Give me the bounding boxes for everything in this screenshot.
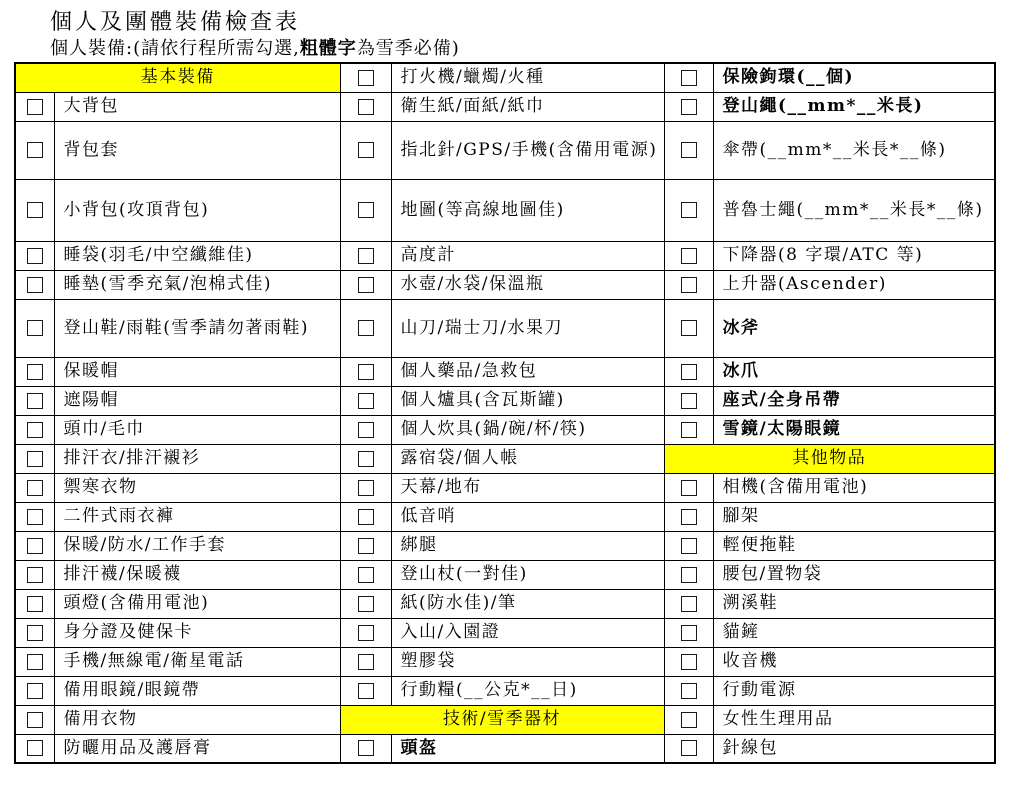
checkbox-cell [340, 121, 391, 179]
item-label: 溯溪鞋 [713, 589, 995, 618]
item-checkbox-icon[interactable] [27, 683, 43, 699]
item-label: 地圖(等高線地圖佳) [391, 179, 664, 241]
item-label: 禦寒衣物 [54, 473, 340, 502]
item-label: 收音機 [713, 647, 995, 676]
item-label: 頭燈(含備用電池) [54, 589, 340, 618]
checkbox-cell [664, 241, 713, 270]
table-row [15, 502, 995, 531]
checkbox-cell [664, 734, 713, 763]
table-row [15, 241, 995, 270]
table-row [15, 676, 995, 705]
checkbox-cell [340, 179, 391, 241]
item-label: 冰爪 [713, 357, 995, 386]
section-header: 基本裝備 [15, 63, 340, 92]
checkbox-cell [15, 502, 54, 531]
checkbox-cell [664, 705, 713, 734]
table-row [15, 589, 995, 618]
item-label: 水壺/水袋/保溫瓶 [391, 270, 664, 299]
equipment-checklist-table [14, 62, 996, 764]
item-label: 行動電源 [713, 676, 995, 705]
item-checkbox-icon[interactable] [27, 142, 43, 158]
item-label: 二件式雨衣褲 [54, 502, 340, 531]
item-checkbox-icon[interactable] [27, 480, 43, 496]
item-checkbox-icon[interactable] [681, 142, 697, 158]
item-checkbox-icon[interactable] [681, 538, 697, 554]
item-label: 女性生理用品 [713, 705, 995, 734]
item-label: 高度計 [391, 241, 664, 270]
checkbox-cell [664, 589, 713, 618]
subtitle [50, 34, 460, 60]
item-label: 塑膠袋 [391, 647, 664, 676]
item-checkbox-icon[interactable] [681, 393, 697, 409]
checkbox-cell [664, 270, 713, 299]
checkbox-cell [664, 357, 713, 386]
item-checkbox-icon[interactable] [358, 202, 374, 218]
item-checkbox-icon[interactable] [358, 142, 374, 158]
item-label: 天幕/地布 [391, 473, 664, 502]
checkbox-cell [340, 734, 391, 763]
item-checkbox-icon[interactable] [681, 70, 697, 86]
checkbox-cell [15, 589, 54, 618]
item-checkbox-icon[interactable] [358, 364, 374, 380]
checkbox-cell [15, 473, 54, 502]
checkbox-cell [664, 415, 713, 444]
item-label: 腳架 [713, 502, 995, 531]
item-label: 行動糧(__公克*__日) [391, 676, 664, 705]
checkbox-cell [15, 705, 54, 734]
item-checkbox-icon[interactable] [27, 99, 43, 115]
item-label: 保暖帽 [54, 357, 340, 386]
item-checkbox-icon[interactable] [358, 248, 374, 264]
checkbox-cell [664, 473, 713, 502]
item-label: 手機/無線電/衛星電話 [54, 647, 340, 676]
checkbox-cell [664, 299, 713, 357]
checkbox-cell [664, 618, 713, 647]
item-checkbox-icon[interactable] [681, 248, 697, 264]
item-label: 傘帶(__mm*__米長*__條) [713, 121, 995, 179]
checkbox-cell [664, 179, 713, 241]
item-checkbox-icon[interactable] [27, 596, 43, 612]
checkbox-cell [15, 270, 54, 299]
item-checkbox-icon[interactable] [27, 422, 43, 438]
item-label: 雪鏡/太陽眼鏡 [713, 415, 995, 444]
checkbox-cell [340, 270, 391, 299]
checkbox-cell [15, 531, 54, 560]
item-label: 背包套 [54, 121, 340, 179]
checkbox-cell [340, 92, 391, 121]
item-checkbox-icon[interactable] [681, 202, 697, 218]
item-checkbox-icon[interactable] [27, 654, 43, 670]
item-label: 身分證及健保卡 [54, 618, 340, 647]
item-label: 指北針/GPS/手機(含備用電源) [391, 121, 664, 179]
item-checkbox-icon[interactable] [681, 480, 697, 496]
item-checkbox-icon[interactable] [27, 248, 43, 264]
item-label: 備用衣物 [54, 705, 340, 734]
item-label: 相機(含備用電池) [713, 473, 995, 502]
item-label: 衛生紙/面紙/紙巾 [391, 92, 664, 121]
item-label: 登山繩(__mm*__米長) [713, 92, 995, 121]
checkbox-cell [15, 734, 54, 763]
page-title: 個人及團體裝備檢查表 [50, 10, 301, 35]
item-checkbox-icon[interactable] [681, 567, 697, 583]
checkbox-cell [664, 647, 713, 676]
table-row [15, 299, 995, 357]
checkbox-cell [340, 473, 391, 502]
item-label: 打火機/蠟燭/火種 [391, 63, 664, 92]
item-checkbox-icon[interactable] [27, 712, 43, 728]
item-label: 遮陽帽 [54, 386, 340, 415]
checkbox-cell [340, 299, 391, 357]
table-row [15, 63, 995, 92]
item-checkbox-icon[interactable] [358, 70, 374, 86]
item-checkbox-icon[interactable] [27, 451, 43, 467]
item-label: 防曬用品及護唇膏 [54, 734, 340, 763]
checkbox-cell [15, 647, 54, 676]
item-checkbox-icon[interactable] [27, 509, 43, 525]
item-label: 貓鏟 [713, 618, 995, 647]
checkbox-cell [15, 618, 54, 647]
item-label: 腰包/置物袋 [713, 560, 995, 589]
table-row [15, 386, 995, 415]
item-checkbox-icon[interactable] [681, 740, 697, 756]
item-checkbox-icon[interactable] [681, 320, 697, 336]
checkbox-cell [15, 676, 54, 705]
item-checkbox-icon[interactable] [27, 393, 43, 409]
checkbox-cell [15, 415, 54, 444]
checkbox-cell [15, 179, 54, 241]
item-checkbox-icon[interactable] [358, 320, 374, 336]
table-row [15, 444, 995, 473]
item-label: 露宿袋/個人帳 [391, 444, 664, 473]
subtitle-prefix: 個人裝備:(請依行程所需勾選, [50, 38, 300, 59]
item-label: 睡袋(羽毛/中空纖維佳) [54, 241, 340, 270]
item-label: 保暖/防水/工作手套 [54, 531, 340, 560]
checkbox-cell [340, 241, 391, 270]
table-row [15, 473, 995, 502]
checkbox-cell [340, 560, 391, 589]
item-checkbox-icon[interactable] [681, 683, 697, 699]
subtitle-suffix: 為雪季必備) [356, 38, 460, 59]
checkbox-cell [340, 444, 391, 473]
checkbox-cell [340, 618, 391, 647]
checkbox-cell [15, 121, 54, 179]
checkbox-cell [664, 92, 713, 121]
item-checkbox-icon[interactable] [681, 596, 697, 612]
item-label: 登山鞋/雨鞋(雪季請勿著雨鞋) [54, 299, 340, 357]
table-row [15, 734, 995, 763]
item-checkbox-icon[interactable] [358, 480, 374, 496]
checkbox-cell [15, 444, 54, 473]
item-label: 低音哨 [391, 502, 664, 531]
item-checkbox-icon[interactable] [681, 625, 697, 641]
item-checkbox-icon[interactable] [27, 625, 43, 641]
section-header: 其他物品 [664, 444, 995, 473]
item-checkbox-icon[interactable] [358, 451, 374, 467]
item-label: 頭盔 [391, 734, 664, 763]
item-label: 輕便拖鞋 [713, 531, 995, 560]
item-label: 針線包 [713, 734, 995, 763]
table-row [15, 179, 995, 241]
item-checkbox-icon[interactable] [358, 596, 374, 612]
checkbox-cell [340, 647, 391, 676]
checkbox-cell [340, 502, 391, 531]
table-row [15, 357, 995, 386]
item-label: 上升器(Ascender) [713, 270, 995, 299]
item-checkbox-icon[interactable] [358, 99, 374, 115]
item-checkbox-icon[interactable] [358, 740, 374, 756]
item-checkbox-icon[interactable] [358, 625, 374, 641]
checkbox-cell [340, 63, 391, 92]
item-label: 冰斧 [713, 299, 995, 357]
item-label: 綁腿 [391, 531, 664, 560]
item-checkbox-icon[interactable] [681, 277, 697, 293]
item-checkbox-icon[interactable] [358, 567, 374, 583]
item-label: 入山/入園證 [391, 618, 664, 647]
checkbox-cell [664, 63, 713, 92]
item-label: 山刀/瑞士刀/水果刀 [391, 299, 664, 357]
checkbox-cell [340, 589, 391, 618]
item-checkbox-icon[interactable] [27, 567, 43, 583]
table-row [15, 531, 995, 560]
item-checkbox-icon[interactable] [358, 277, 374, 293]
item-checkbox-icon[interactable] [681, 364, 697, 380]
item-label: 座式/全身吊帶 [713, 386, 995, 415]
item-checkbox-icon[interactable] [358, 538, 374, 554]
equipment-table-body [15, 63, 995, 763]
table-row [15, 618, 995, 647]
item-checkbox-icon[interactable] [358, 654, 374, 670]
item-label: 紙(防水佳)/筆 [391, 589, 664, 618]
checkbox-cell [15, 357, 54, 386]
item-checkbox-icon[interactable] [358, 393, 374, 409]
table-row [15, 121, 995, 179]
item-label: 小背包(攻頂背包) [54, 179, 340, 241]
checkbox-cell [664, 121, 713, 179]
section-header: 技術/雪季器材 [340, 705, 664, 734]
table-row [15, 270, 995, 299]
item-checkbox-icon[interactable] [681, 99, 697, 115]
item-checkbox-icon[interactable] [358, 422, 374, 438]
item-checkbox-icon[interactable] [27, 277, 43, 293]
subtitle-bold-term: 粗體字 [299, 38, 357, 59]
checkbox-cell [340, 357, 391, 386]
item-checkbox-icon[interactable] [681, 509, 697, 525]
item-label: 登山杖(一對佳) [391, 560, 664, 589]
checkbox-cell [664, 386, 713, 415]
item-label: 排汗襪/保暖襪 [54, 560, 340, 589]
item-checkbox-icon[interactable] [27, 538, 43, 554]
checkbox-cell [15, 560, 54, 589]
item-label: 備用眼鏡/眼鏡帶 [54, 676, 340, 705]
checkbox-cell [15, 92, 54, 121]
item-label: 睡墊(雪季充氣/泡棉式佳) [54, 270, 340, 299]
item-checkbox-icon[interactable] [681, 712, 697, 728]
table-row [15, 560, 995, 589]
item-checkbox-icon[interactable] [358, 509, 374, 525]
item-label: 個人藥品/急救包 [391, 357, 664, 386]
checkbox-cell [15, 386, 54, 415]
item-label: 普魯士繩(__mm*__米長*__條) [713, 179, 995, 241]
checkbox-cell [664, 531, 713, 560]
table-row [15, 647, 995, 676]
checkbox-cell [15, 241, 54, 270]
item-label: 排汗衣/排汗襯衫 [54, 444, 340, 473]
checkbox-cell [340, 386, 391, 415]
checkbox-cell [664, 502, 713, 531]
item-label: 頭巾/毛巾 [54, 415, 340, 444]
item-checkbox-icon[interactable] [681, 654, 697, 670]
item-checkbox-icon[interactable] [27, 364, 43, 380]
checkbox-cell [340, 676, 391, 705]
item-label: 大背包 [54, 92, 340, 121]
item-label: 個人炊具(鍋/碗/杯/筷) [391, 415, 664, 444]
table-row [15, 705, 995, 734]
checkbox-cell [664, 560, 713, 589]
item-label: 下降器(8 字環/ATC 等) [713, 241, 995, 270]
item-checkbox-icon[interactable] [27, 320, 43, 336]
item-checkbox-icon[interactable] [681, 422, 697, 438]
checkbox-cell [340, 415, 391, 444]
checkbox-cell [340, 531, 391, 560]
item-label: 保險鉤環(__個) [713, 63, 995, 92]
item-checkbox-icon[interactable] [27, 740, 43, 756]
item-label: 個人爐具(含瓦斯罐) [391, 386, 664, 415]
item-checkbox-icon[interactable] [27, 202, 43, 218]
checkbox-cell [15, 299, 54, 357]
checkbox-cell [664, 676, 713, 705]
item-checkbox-icon[interactable] [358, 683, 374, 699]
table-row [15, 415, 995, 444]
table-row [15, 92, 995, 121]
